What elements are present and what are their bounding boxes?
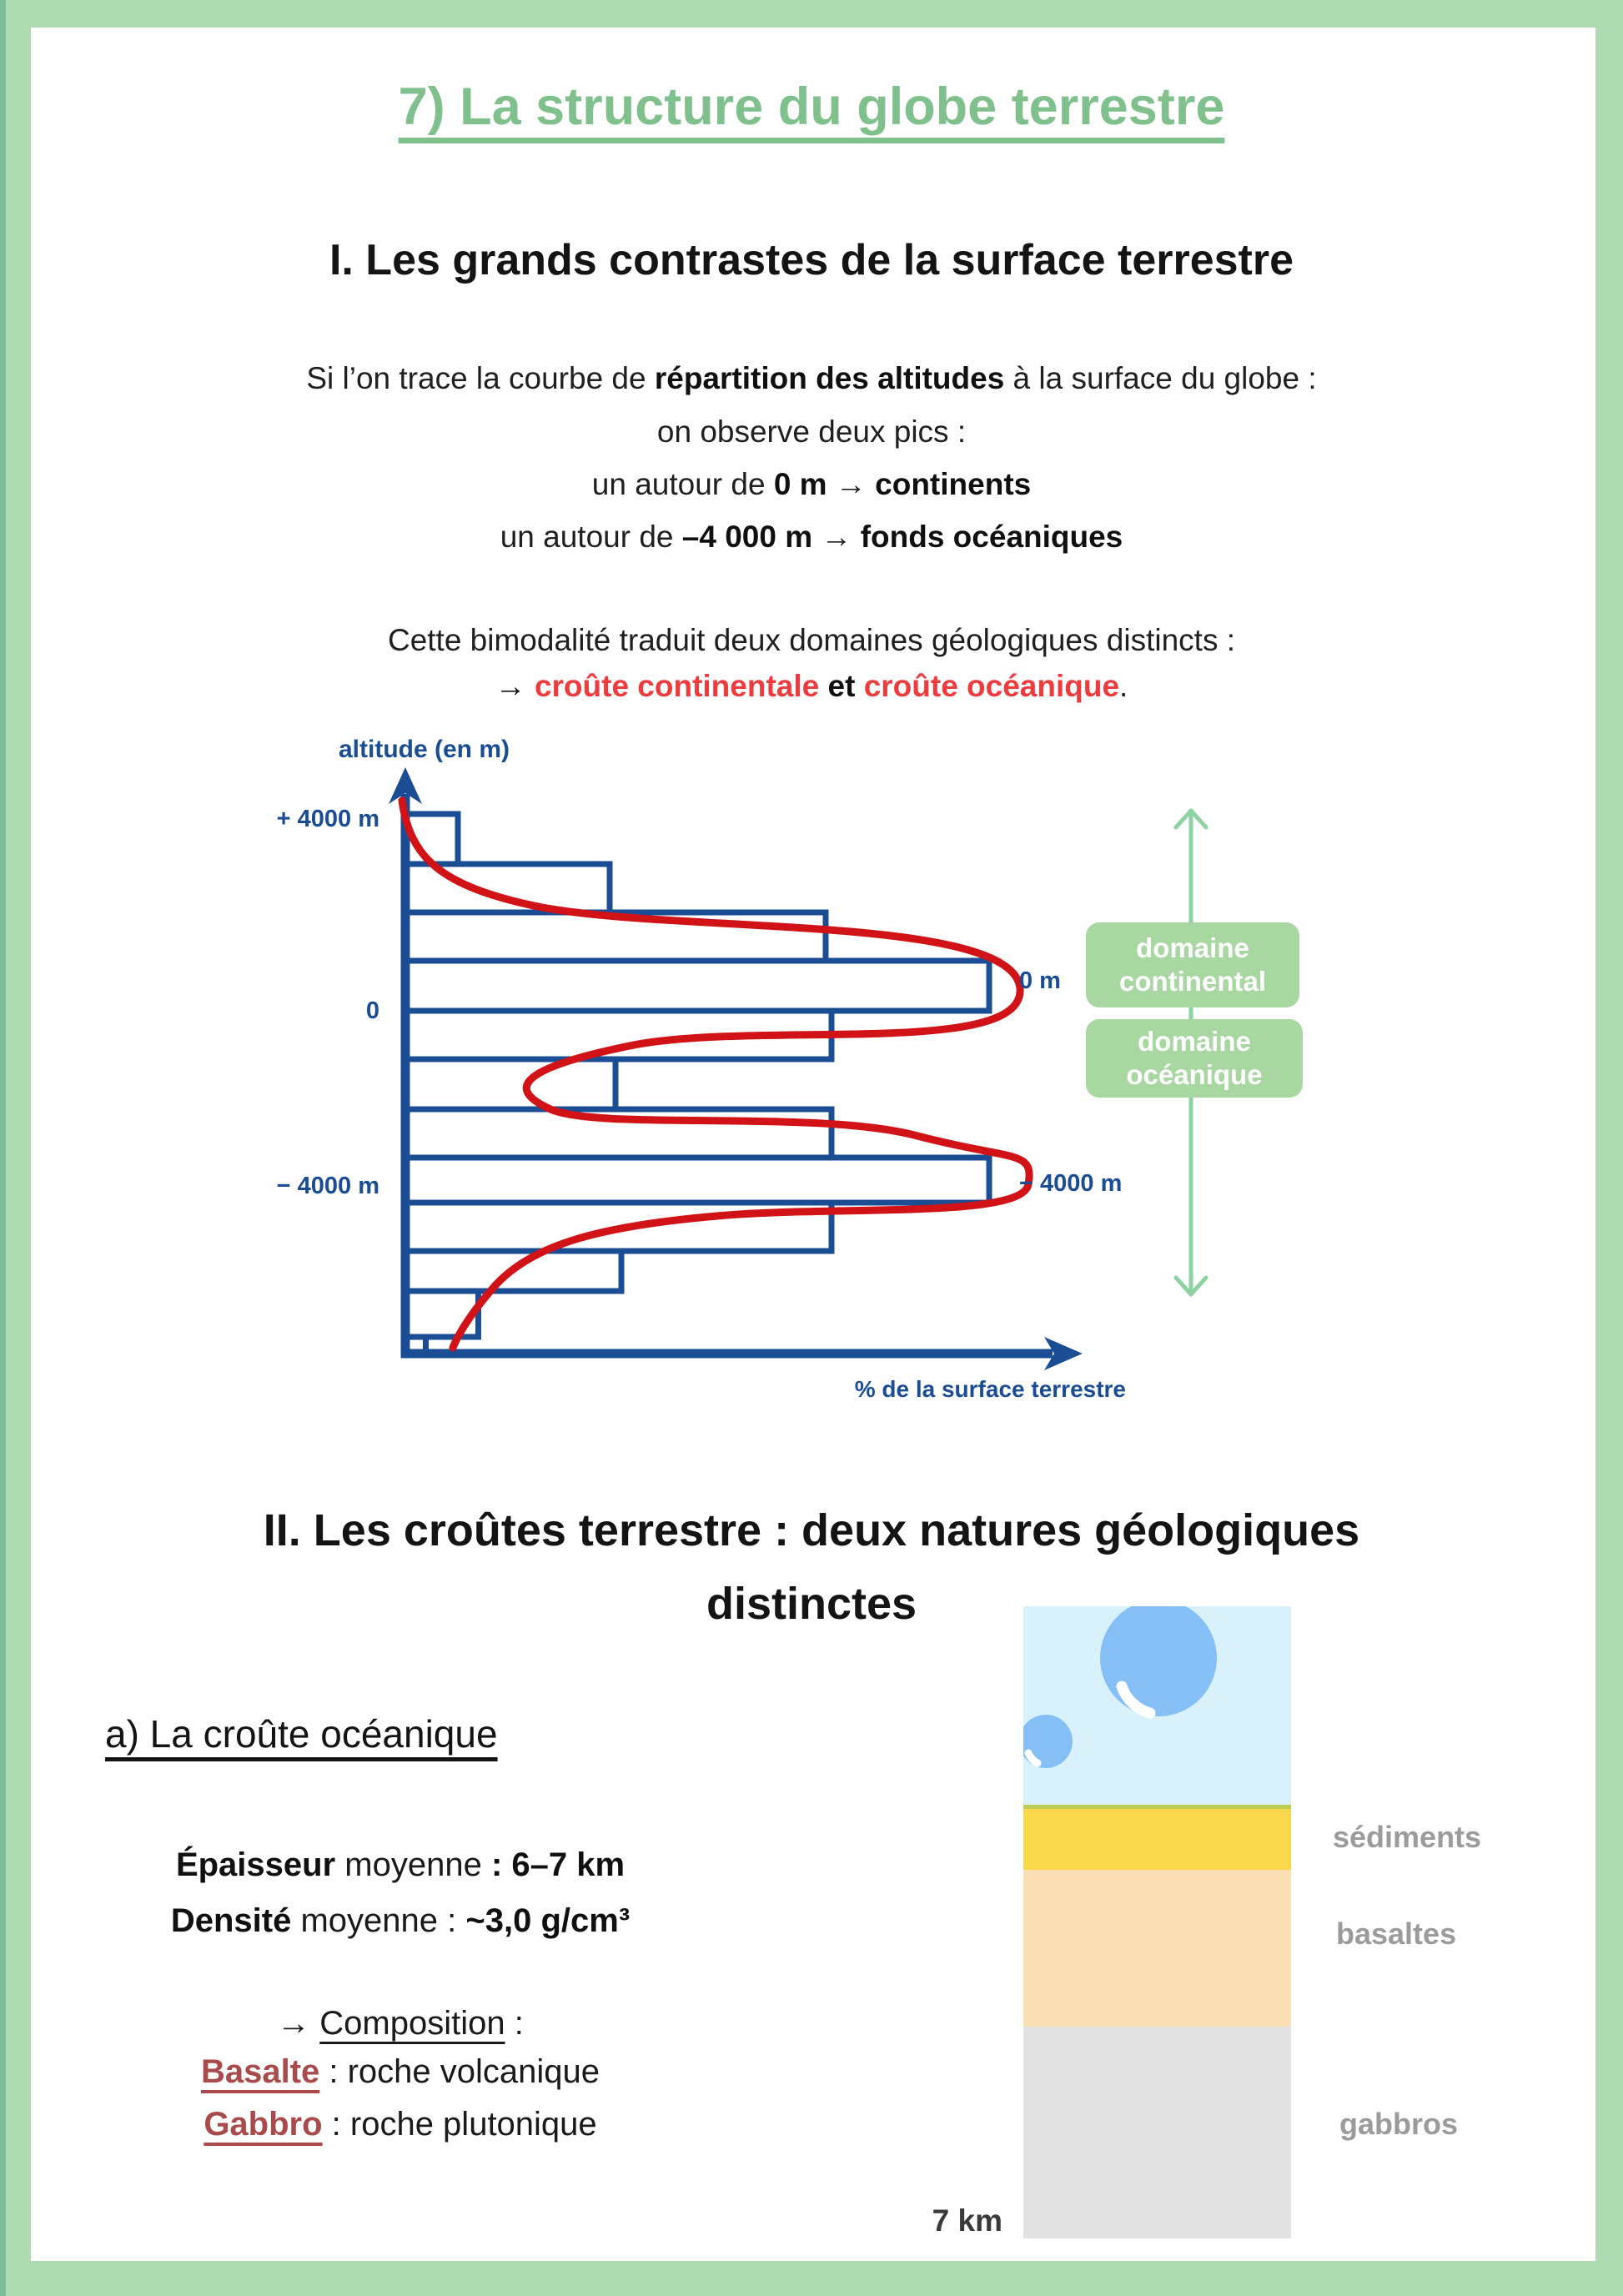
domain-continental-line1: domaine xyxy=(1136,932,1249,963)
intro-line-6 xyxy=(0,669,1623,704)
basaltes-layer xyxy=(1023,1870,1291,2027)
composition-line xyxy=(50,2005,751,2042)
intro-l4-arrow: → xyxy=(812,520,861,554)
peak-label-minus4000m: − 4000 m xyxy=(1019,1170,1123,1197)
basaltes-label: basaltes xyxy=(1336,1917,1457,1951)
sediments-layer xyxy=(1023,1805,1291,1870)
depth-7km-label: 7 km xyxy=(932,2203,1002,2238)
axis-label-plus4000: + 4000 m xyxy=(276,806,379,832)
intro-l3-arrow: → xyxy=(827,467,876,501)
gabbro-term: Gabbro xyxy=(204,2106,323,2143)
intro-line-1 xyxy=(0,361,1623,396)
composition-arrow: → xyxy=(277,2005,320,2042)
peak-label-0m: 0 m xyxy=(1019,967,1061,994)
basalte-def: : roche volcanique xyxy=(319,2053,600,2090)
intro-l3-pre: un autour de xyxy=(591,467,774,501)
gabbro-def: : roche plutonique xyxy=(322,2106,597,2143)
domain-oceanique-line1: domaine xyxy=(1138,1025,1251,1057)
axis-label-minus4000: − 4000 m xyxy=(276,1173,379,1199)
thickness-term: Épaisseur xyxy=(175,1846,336,1883)
intro-l6-arrow: → xyxy=(495,669,535,703)
density-mid: moyenne : xyxy=(291,1902,466,1939)
domain-oceanique-box xyxy=(1086,1019,1303,1098)
bubble-large-icon xyxy=(1100,1606,1217,1716)
thickness-value: : 6–7 km xyxy=(490,1846,626,1883)
intro-l4-target: fonds océaniques xyxy=(860,520,1123,554)
intro-line-2: on observe deux pics : xyxy=(656,414,967,449)
intro-l1-pre: Si l’on trace la courbe de xyxy=(306,361,655,395)
thickness-mid: moyenne xyxy=(335,1846,491,1883)
water-bubbles xyxy=(1023,1606,1291,1805)
domain-continental-line2: continental xyxy=(1118,966,1266,997)
gabbros-label: gabbros xyxy=(1339,2107,1459,2141)
altitude-distribution-chart xyxy=(309,717,1126,1422)
basalte-term: Basalte xyxy=(200,2053,320,2090)
intro-l4-value: –4 000 m xyxy=(681,520,813,554)
intro-l6-croute-continentale: croûte continentale xyxy=(534,669,820,703)
intro-l1-post: à la surface du globe : xyxy=(1004,361,1317,395)
intro-l3-value: 0 m xyxy=(773,467,827,501)
section2-heading-line2: distinctes xyxy=(706,1579,917,1629)
intro-line-5: Cette bimodalité traduit deux domaines géologiques distincts : xyxy=(387,623,1236,657)
composition-colon: : xyxy=(505,2005,524,2042)
histogram-bar xyxy=(405,1059,616,1109)
domain-continental-box xyxy=(1086,922,1299,1007)
density-term: Densité xyxy=(170,1902,292,1939)
histogram-bar xyxy=(405,1291,479,1337)
sediments-label: sédiments xyxy=(1333,1820,1482,1854)
basalte-line xyxy=(50,2053,751,2091)
gabbros-layer xyxy=(1023,2027,1291,2238)
axis-label-zero: 0 xyxy=(365,997,379,1024)
page-left-edge xyxy=(0,0,6,2296)
intro-line-4 xyxy=(0,520,1623,555)
chart-ylabel: altitude (en m) xyxy=(339,736,510,763)
intro-l6-period: . xyxy=(1119,669,1128,703)
density-value: ~3,0 g/cm³ xyxy=(465,1902,631,1939)
intro-l6-croute-oceanique: croûte océanique xyxy=(863,669,1120,703)
ocean-water-layer xyxy=(1023,1606,1291,1805)
page-title: 7) La structure du globe terrestre xyxy=(398,78,1225,136)
composition-label: Composition xyxy=(319,2005,505,2042)
intro-l3-target: continents xyxy=(875,467,1032,501)
thickness-line xyxy=(50,1846,751,1884)
intro-l6-et: et xyxy=(819,669,864,703)
section2-heading-line1: II. Les croûtes terrestre : deux natures géologiques xyxy=(263,1505,1360,1555)
intro-line-3 xyxy=(0,467,1623,502)
intro-l4-pre: un autour de xyxy=(500,520,682,554)
gabbro-line xyxy=(50,2106,751,2143)
histogram-bar xyxy=(405,961,989,1011)
subsection-a-heading: a) La croûte océanique xyxy=(105,1712,498,1756)
density-line xyxy=(50,1902,751,1940)
histogram-bar xyxy=(405,1158,989,1203)
domain-oceanique-line2: océanique xyxy=(1126,1059,1263,1090)
intro-l1-bold: répartition des altitudes xyxy=(654,361,1005,395)
chart-xlabel: % de la surface terrestre xyxy=(854,1376,1126,1402)
section1-heading: I. Les grands contrastes de la surface terrestre xyxy=(329,236,1294,284)
